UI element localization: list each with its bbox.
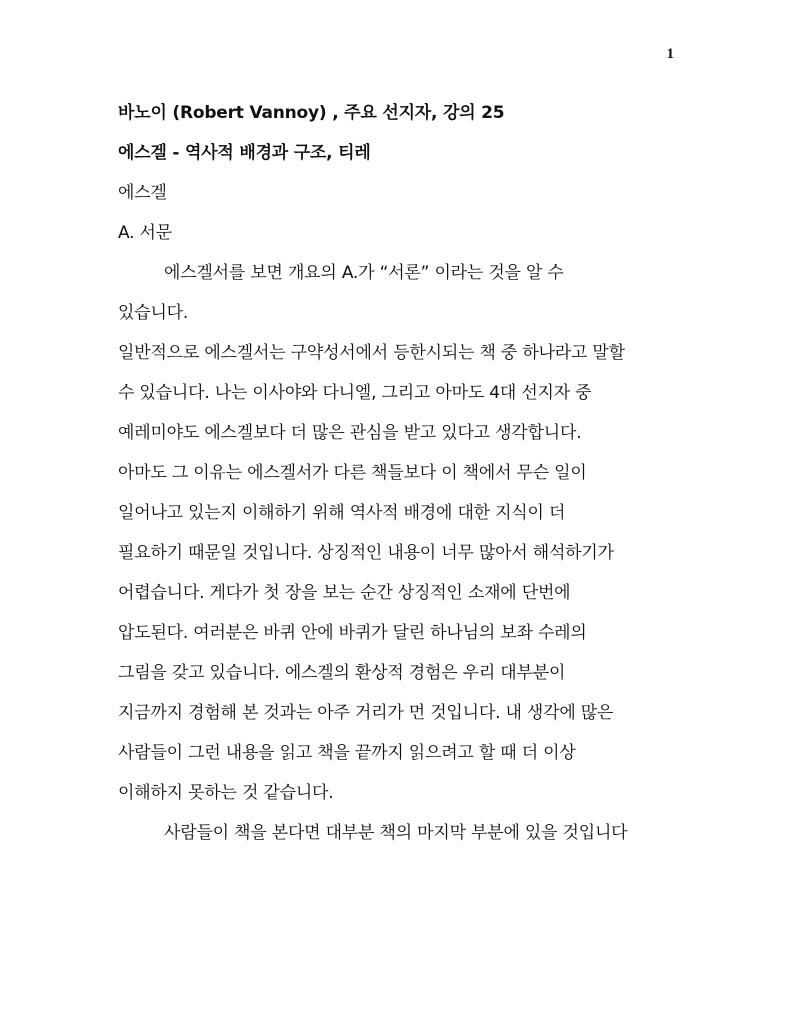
- paragraph-line: 압도된다. 여러분은 바퀴 안에 바퀴가 달린 하나님의 보좌 수레의: [118, 623, 587, 643]
- paragraph-line: 예레미야도 에스겔보다 더 많은 관심을 받고 있다고 생각합니다.: [118, 423, 582, 443]
- paragraph-line: 사람들이 책을 본다면 대부분 책의 마지막 부분에 있을 것입니다: [164, 823, 628, 843]
- paragraph-line: 아마도 그 이유는 에스겔서가 다른 책들보다 이 책에서 무슨 일이: [118, 463, 587, 483]
- paragraph-line: 이해하지 못하는 것 같습니다.: [118, 783, 334, 803]
- paragraph-line: 있습니다.: [118, 303, 189, 323]
- paragraph-line: 사람들이 그런 내용을 읽고 책을 끝까지 읽으려고 할 때 더 이상: [118, 743, 576, 763]
- subsection-heading: A. 서문: [118, 223, 172, 243]
- lecture-title: 바노이 (Robert Vannoy) , 주요 선지자, 강의 25: [118, 103, 505, 123]
- paragraph-line: 수 있습니다. 나는 이사야와 다니엘, 그리고 아마도 4대 선지자 중: [118, 383, 592, 403]
- paragraph-line: 어렵습니다. 게다가 첫 장을 보는 순간 상징적인 소재에 단번에: [118, 583, 571, 603]
- paragraph-line: 일반적으로 에스겔서는 구약성서에서 등한시되는 책 중 하나라고 말할: [118, 343, 625, 363]
- paragraph-line: 에스겔서를 보면 개요의 A.가 “서론” 이라는 것을 알 수: [164, 263, 564, 283]
- lecture-subtitle: 에스겔 - 역사적 배경과 구조, 티레: [118, 143, 371, 163]
- paragraph-line: 필요하기 때문일 것입니다. 상징적인 내용이 너무 많아서 해석하기가: [118, 543, 614, 563]
- document-body: [118, 93, 678, 853]
- paragraph-line: 일어나고 있는지 이해하기 위해 역사적 배경에 대한 지식이 더: [118, 503, 566, 523]
- paragraph-line: 지금까지 경험해 본 것과는 아주 거리가 먼 것입니다. 내 생각에 많은: [118, 703, 614, 723]
- section-label: 에스겔: [118, 183, 167, 203]
- page-number: 1: [666, 46, 674, 62]
- paragraph-line: 그림을 갖고 있습니다. 에스겔의 환상적 경험은 우리 대부분이: [118, 663, 566, 683]
